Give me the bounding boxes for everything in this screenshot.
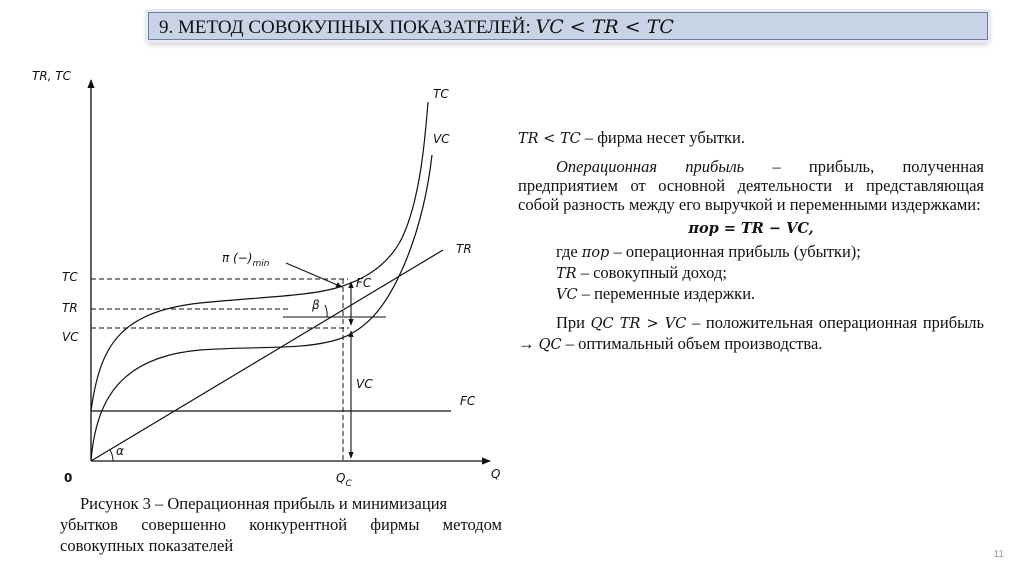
last-formula-1: QC TR > VC	[590, 316, 687, 332]
last-formula-2: QC	[538, 337, 562, 353]
x-axis-label: Q	[491, 467, 501, 481]
slide-title-text: 9. МЕТОД СОВОКУПНЫХ ПОКАЗАТЕЛЕЙ:	[159, 17, 536, 38]
origin-label: 0	[64, 471, 73, 485]
pi-arrow	[286, 263, 342, 287]
fc-line-label: FC	[460, 394, 476, 408]
where-text: – операционная прибыль (убытки);	[609, 242, 861, 261]
slide-title-formula: VC < TR < TC	[535, 16, 674, 38]
fc-segment-label: FC	[356, 276, 372, 290]
last-mid: – положительная операционная прибыль →	[518, 313, 984, 353]
tr-curve-label: TR	[456, 242, 472, 256]
qc-label	[336, 471, 352, 489]
tr-symbol: TR	[556, 266, 577, 282]
last-prefix: При	[556, 313, 591, 332]
pi-min-sub: min	[252, 259, 270, 269]
operating-profit-term: Операционная прибыль	[556, 157, 745, 176]
vc-segment-label: VC	[356, 377, 373, 391]
vc-text: – переменные издержки.	[577, 284, 756, 303]
beta-label: β	[312, 298, 320, 312]
optimal-output-statement	[518, 313, 984, 355]
y-vc-label: VC	[62, 330, 79, 344]
loss-statement	[518, 128, 984, 149]
operating-profit-formula	[518, 218, 984, 238]
alpha-label: α	[116, 444, 124, 458]
alpha-arc	[110, 450, 113, 461]
pi-min-label	[222, 251, 270, 269]
caption-rest: убытков совершенно конкурентной фирмы методом совокупных показателей	[60, 515, 502, 555]
caption-line-1: Рисунок 3 – Операционная прибыль и минимизация	[80, 494, 448, 513]
vc-symbol: VC	[556, 287, 578, 303]
vc-curve	[91, 155, 432, 461]
tr-line	[91, 250, 443, 461]
loss-formula: TR < TC	[518, 131, 581, 147]
pi-min-main: π (−)	[222, 251, 253, 265]
formula-text: πop = TR − VC,	[688, 220, 814, 237]
y-axis-label: TR, TC	[32, 69, 72, 83]
tc-curve-label: TC	[433, 87, 449, 101]
qc-label-sub: C	[345, 479, 352, 489]
page-number: 11	[993, 549, 1004, 560]
operating-profit-definition	[518, 157, 984, 214]
vc-curve-label: VC	[433, 132, 450, 146]
operating-profit-text: – прибыль, полученная предприятием от основной деятельности и представляющая собой разность между его выручкой и переменными издержками:	[518, 157, 984, 214]
where-symbol: πop	[581, 245, 610, 261]
tc-curve	[91, 102, 428, 411]
where-line	[518, 242, 984, 263]
last-text: – оптимальный объем производства.	[561, 334, 823, 353]
loss-text: – фирма несет убытки.	[580, 128, 745, 147]
figure-caption	[60, 493, 502, 556]
qc-label-main: Q	[336, 471, 346, 485]
tr-definition	[518, 263, 984, 284]
beta-arc	[325, 305, 327, 317]
y-tr-label: TR	[62, 301, 78, 315]
explanation-text	[518, 128, 984, 355]
where-prefix: где	[556, 242, 582, 261]
vc-definition	[518, 284, 984, 305]
y-tc-label: TC	[62, 270, 78, 284]
tr-text: – совокупный доход;	[576, 263, 727, 282]
